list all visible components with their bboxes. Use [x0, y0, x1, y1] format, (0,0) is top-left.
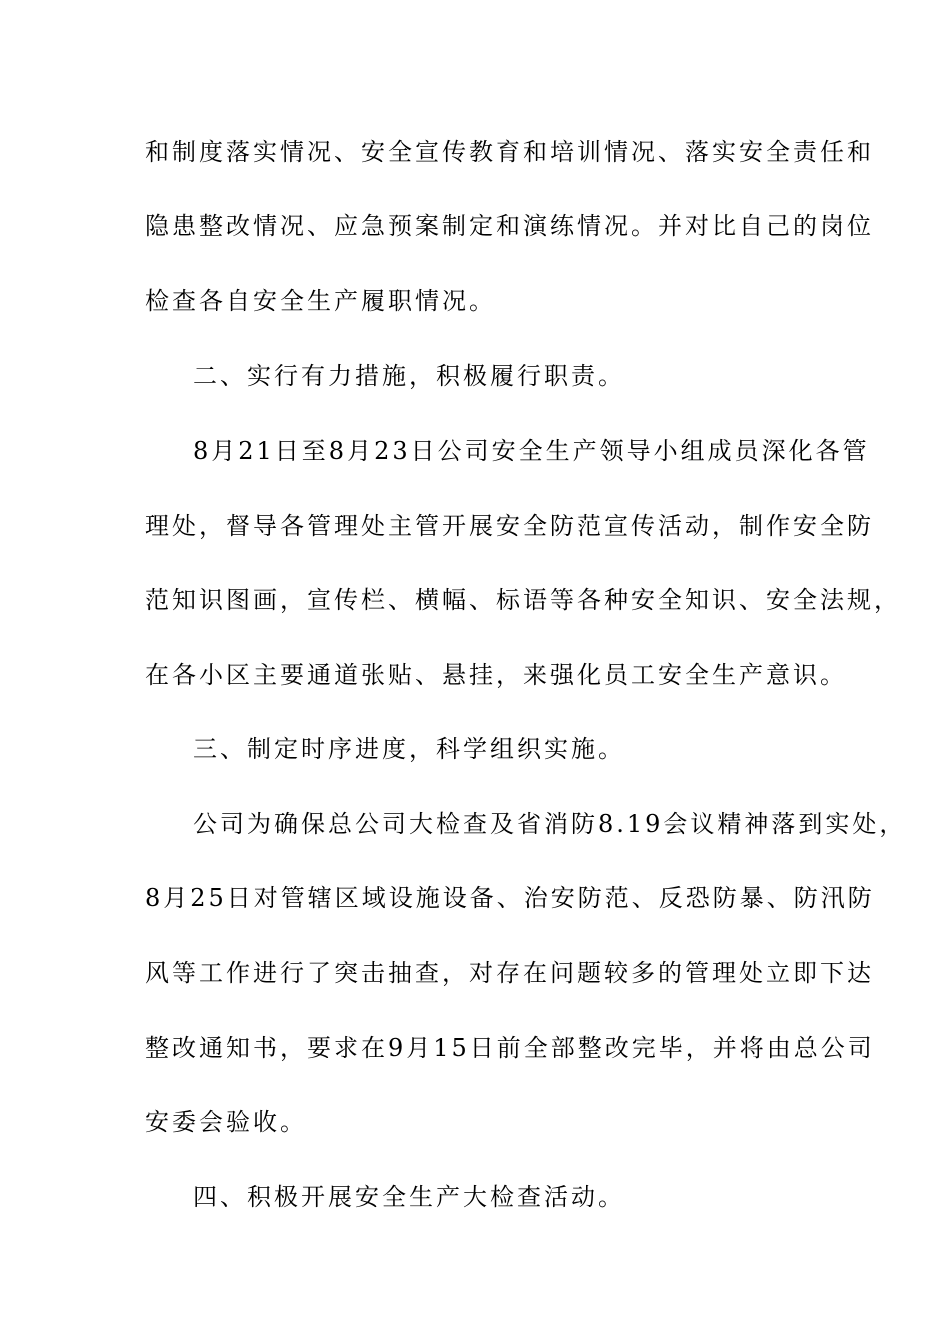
section-heading: 三、制定时序进度，科学组织实施。 — [193, 735, 625, 763]
text-line: 在各小区主要通道张贴、悬挂，来强化员工安全生产意识。 — [145, 661, 847, 689]
text-line: 8月25日对管辖区域设施设备、治安防范、反恐防暴、防汛防 — [145, 884, 875, 912]
text-line: 公司为确保总公司大检查及省消防8.19会议精神落到实处， — [193, 810, 907, 838]
section-heading: 四、积极开展安全生产大检查活动。 — [193, 1183, 625, 1211]
text-line: 隐患整改情况、应急预案制定和演练情况。并对比自己的岗位 — [145, 212, 874, 240]
text-line: 8月21日至8月23日公司安全生产领导小组成员深化各管 — [193, 437, 870, 465]
text-line: 检查各自安全生产履职情况。 — [145, 287, 496, 315]
text-line: 理处，督导各管理处主管开展安全防范宣传活动，制作安全防 — [145, 512, 874, 540]
section-heading: 二、实行有力措施，积极履行职责。 — [193, 362, 625, 390]
text-line: 和制度落实情况、安全宣传教育和培训情况、落实安全责任和 — [145, 138, 874, 166]
text-line: 范知识图画，宣传栏、横幅、标语等各种安全知识、安全法规， — [145, 586, 901, 614]
text-line: 安委会验收。 — [145, 1108, 307, 1136]
text-line: 风等工作进行了突击抽查，对存在问题较多的管理处立即下达 — [145, 959, 874, 987]
text-line: 整改通知书，要求在9月15日前全部整改完毕，并将由总公司 — [145, 1034, 875, 1062]
